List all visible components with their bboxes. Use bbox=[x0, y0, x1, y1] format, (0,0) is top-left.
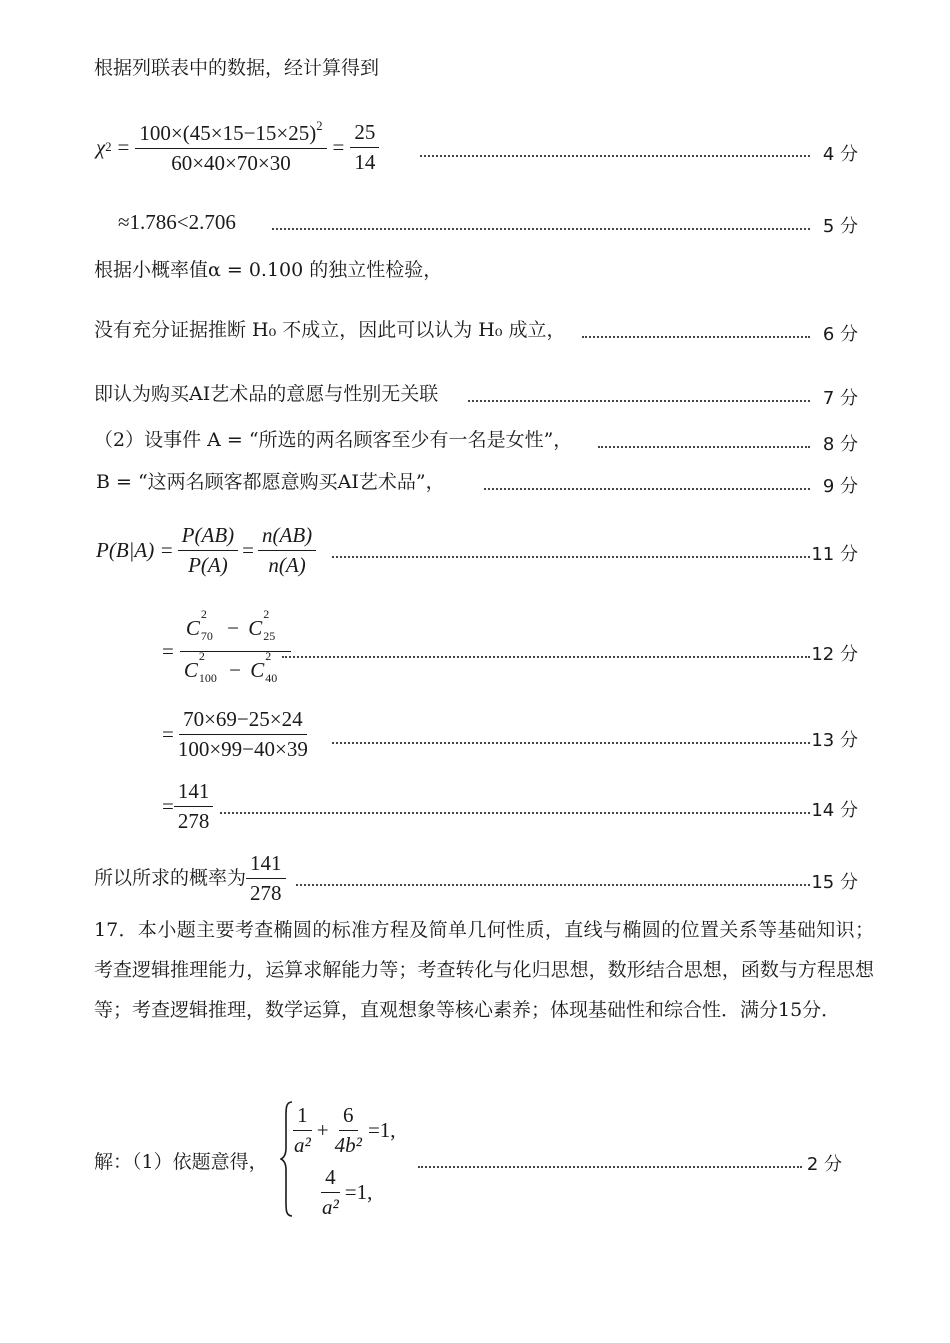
prob-fraction: $\frac{P(AB)}{P(A)}$ bbox=[178, 523, 238, 576]
score-15: 15 分 bbox=[811, 872, 858, 893]
combination-formula: = C 2 70 − C 2 25 C 2 100 − C 2 40 bbox=[162, 618, 293, 684]
leader-dots-7 bbox=[468, 400, 810, 402]
text-line-7: B = “这两名顾客都愿意购买AI艺术品”， bbox=[96, 471, 445, 493]
text-line-4: 没有充分证据推断 H₀ 不成立，因此可以认为 H₀ 成立， bbox=[94, 319, 566, 341]
text-line-3: 根据小概率值α = 0.100 的独立性检验， bbox=[94, 259, 443, 281]
leader-dots-5 bbox=[272, 228, 810, 230]
leader-dots-15 bbox=[296, 884, 810, 886]
score-14: 14 分 bbox=[811, 800, 858, 821]
text-line-1: 根据列联表中的数据，经计算得到 bbox=[94, 57, 380, 79]
combination-fraction: C 2 70 − C 2 25 C 2 100 − C 2 40 bbox=[178, 612, 294, 689]
text-line-6: （2）设事件 A = “所选的两名顾客至少有一名是女性”， bbox=[94, 429, 573, 451]
leader-dots-4 bbox=[420, 155, 810, 157]
final-fraction: $\frac{141}{278}$ bbox=[246, 851, 286, 904]
score-5: 5 分 bbox=[822, 216, 858, 237]
conditional-probability-formula: P(B|A) = $\frac{P(AB)}{P(A)}$ = $\frac{n(AB)}{n(A)}$ bbox=[96, 520, 316, 580]
solution-label: 解：（1）依题意得， bbox=[94, 1151, 268, 1173]
score-8: 8 分 bbox=[822, 434, 858, 455]
leader-dots-11 bbox=[332, 556, 810, 558]
approx-line: ≈1.786<2.706 bbox=[118, 210, 236, 234]
equation-2: $\frac{4}{\text{a²}}$ =1, bbox=[322, 1165, 373, 1219]
leader-dots-6 bbox=[582, 336, 810, 338]
leader-dots-8 bbox=[598, 446, 810, 448]
chi-result-fraction: $\frac{25}{14}$ bbox=[350, 120, 379, 173]
result-fraction: $\frac{141}{278}$ bbox=[174, 779, 214, 832]
score-6: 6 分 bbox=[822, 324, 858, 345]
score-12: 12 分 bbox=[811, 644, 858, 665]
result-formula: = $\frac{141}{278}$ bbox=[162, 780, 213, 832]
score-7: 7 分 bbox=[822, 388, 858, 409]
score-13: 13 分 bbox=[811, 730, 858, 751]
leader-dots-13 bbox=[332, 742, 810, 744]
numeric-fraction: $\frac{70\times 69-25\times 24}{100\times 99-40\times 39}$ bbox=[177, 707, 308, 761]
score-11: 11 分 bbox=[811, 544, 858, 565]
score-2: 2 分 bbox=[806, 1154, 842, 1175]
leader-dots-9 bbox=[484, 488, 810, 490]
question-17-paragraph: 17．本小题主要考查椭圆的标准方程及简单几何性质，直线与椭圆的位置关系等基础知识；考查逻辑推理能力，运算求解能力等；考查转化与化归思想，数形结合思想，函数与方程思想等；考查逻辑推理，数学运算，直观想象等核心素养；体现基础性和综合性．满分15分． bbox=[94, 919, 874, 1021]
leader-dots-2 bbox=[418, 1166, 802, 1168]
chi-fraction: $\frac{100\times(45\times 15-15\times 25)^2}{60\times 40\times 70\times 30}$ bbox=[135, 119, 326, 174]
leader-dots-12 bbox=[282, 656, 810, 658]
text-line-5: 即认为购买AI艺术品的意愿与性别无关联 bbox=[94, 383, 439, 405]
count-fraction: $\frac{n(AB)}{n(A)}$ bbox=[258, 523, 316, 576]
chi-symbol: χ bbox=[96, 135, 106, 159]
equation-1: $\frac{1}{\text{a²}}$ + $\frac{6}{\text{4b²}}$ =1, bbox=[294, 1103, 396, 1157]
numeric-formula: = $\frac{70\times 69-25\times 24}{100\times 99-40\times 39}$ bbox=[162, 708, 312, 760]
chi-square-formula: χ 2 = $\frac{100\times(45\times 15-15\times 25)^2}{60\times 40\times 70\times 30}$ = $\frac{25}{14}$ bbox=[96, 112, 379, 182]
score-4: 4 分 bbox=[822, 144, 858, 165]
final-probability-line: 所以所求的概率为 $\frac{141}{278}$ bbox=[94, 852, 286, 904]
leader-dots-14 bbox=[220, 812, 810, 814]
score-9: 9 分 bbox=[822, 476, 858, 497]
